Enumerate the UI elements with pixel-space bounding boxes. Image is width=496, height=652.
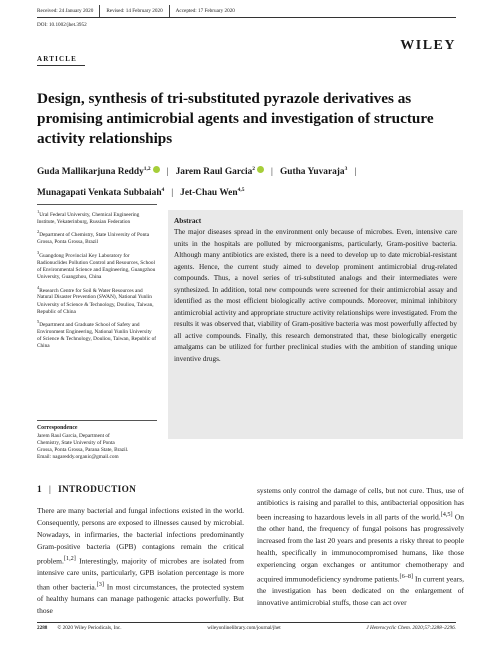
affiliation-item: $^3$Guangdong Provincial Key Laboratory for Radionuclides Pollution Control and Resources, School of Environmental Science and Engineering, Guangzhou University, Guangzhou, China [37, 249, 156, 280]
correspondence-rule [37, 420, 157, 421]
affiliation-item: $^5$Department and Graduate School of Safety and Environment Engineering, National Yunlin University of Science & Technology, Douliou, Taiwan, Republic of China [37, 319, 157, 350]
page-number: 2288 [37, 625, 48, 631]
author-name[interactable]: Jarem Raul Garcia [175, 167, 253, 178]
page-footer [37, 625, 456, 631]
orcid-icon[interactable] [153, 166, 160, 173]
citation-ref[interactable]: [1,2] [63, 554, 76, 562]
author-name[interactable]: Jet-Chau Wen [180, 188, 238, 199]
orcid-icon[interactable] [257, 166, 264, 173]
author-name[interactable]: Gutha Yuvaraja [279, 167, 345, 178]
correspondence-title: Correspondence [37, 425, 78, 431]
author-separator: | [354, 167, 357, 178]
header-rule [37, 17, 456, 18]
author-affil-sup: 4,5 [237, 187, 245, 194]
citation-ref[interactable]: [6–8] [399, 572, 414, 580]
section-label: ARTICLE [37, 55, 78, 63]
author-separator: | [271, 167, 273, 178]
journal-url[interactable]: wileyonlinelibrary.com/journal/jhet [207, 625, 281, 631]
citation-ref[interactable]: [3] [96, 580, 104, 588]
received-date: Received: 24 January 2020 [37, 8, 94, 14]
author-separator: | [166, 167, 169, 178]
affiliation-item: $^2$Department of Chemistry, State University of Ponta Grossa, Ponta Grossa, Brazil [37, 229, 150, 246]
correspondence-body: Jarem Raul Garcia, Department of Chemistry, State University of Ponta Grossa, Ponta Grossa, Parana State, Brazil. Email: nagareddy.organic@gmail.com [37, 433, 159, 461]
abstract-box [168, 210, 463, 439]
citation-ref[interactable]: [4,5] [440, 510, 453, 518]
author-affil-sup: 4 [161, 187, 165, 194]
author-affil-sup: 3 [344, 166, 348, 172]
affiliation-item: $^4$Research Centre for Soil & Water Resources and Natural Disaster Prevention (SWAN), National Yunlin University of Science & Technology, Douliou, Taiwan, Republic of China [37, 284, 154, 315]
revised-date: Revised: 14 February 2020 [99, 5, 168, 17]
affiliations-rule [37, 204, 157, 205]
affiliations [37, 208, 157, 353]
doi[interactable]: DOI: 10.1002/jhet.3952 [37, 22, 87, 28]
publisher-logo: WILEY [400, 38, 456, 53]
correspondence-email[interactable]: Email: nagareddy.organic@gmail.com [37, 454, 119, 461]
journal-citation: J Heterocyclic Chem. 2020;57:2288–2296. [366, 625, 456, 631]
body-column-right: systems only control the damage of cells, but not cure. Thus, use of antibiotics is raising and parallel to this, antibacterial opposition has been increasing to hazardous levels in all parts of the world.[4,5] On the other hand, the frequency of fungal poisons has progressively increased from the last 20 years and presents a risky threat to people health, specifically in immunocompromised humans, like those experiencing organ exchanges or antitumor chemotherapy and acquired immunodeficiency syndrome patients.[6–8] In current years, the investigation has been dedicated on the enlargement of innovative antimicrobial stuffs, those can act over [257, 486, 464, 608]
abstract-title: Abstract [174, 216, 202, 225]
copyright: © 2020 Wiley Periodicals, Inc. [57, 625, 122, 631]
body-column-left: There are many bacterial and fungal infections existed in the world. Consequently, persons are exposed to illnesses caused by microbial. Nowadays, in infirmaries, the bacterial infections predominantly Gram-positive bacteria (GPB) contagions remain the critical problem.[1,2] Interestingly, majority of microbes are isolated from intensive care units, particularly, GPB isolation percentage is more than other bacteria.[3] In most circumstances, the protected system of healthy humans can manage pathogenic attacks powerfully. But those [37, 506, 244, 616]
author-name[interactable]: Guda Mallikarjuna Reddy [37, 167, 144, 178]
history-bar [37, 5, 456, 17]
author-separator: | [171, 188, 174, 199]
affiliation-item: $^1$Ural Federal University, Chemical Engineering Institute, Yekaterinburg, Russian Federation [37, 209, 140, 225]
section-heading: 1 | INTRODUCTION [37, 485, 137, 495]
article-title: Design, synthesis of tri-substituted pyrazole derivatives as promising antimicrobial agents and investigation of structure activity relationships [37, 90, 434, 147]
author-list [37, 160, 467, 202]
section-rule [37, 65, 85, 66]
abstract-text: The major diseases spread in the environment only because of microbes. Even, intensive care units in the hospitals are polluted by microorganisms, particularly, Gram-positive bacteria. Although many antibiotics are existed, there is a need to develop up to date microbial-resistant agents. Hence, the current study aimed to develop prominent antimicrobial drug-related compounds. Thus, a novel series of tri-substituted analogs and their intermediates were synthesized. In addition, total new compounds were screened for their antimicrobial assay and identified as the most efficient biologically active compounds. Moreover, minimal inhibitory antimicrobial activity and appropriate structure activity relationships were investigated. From the results it was observed that, viability of Gram-positive bacteria was most powerfully affected by all active compounds. Finally, this research demonstrated that, these biologically energetic amalgams can be utilized for further preclinical studies with the ambition of standing unique inventive drugs. [174, 228, 457, 364]
author-affil-sup: 1,2 [143, 166, 151, 172]
author-name[interactable]: Munagapati Venkata Subbaiah [37, 188, 162, 199]
author-affil-sup: 2 [252, 166, 256, 172]
footer-rule [37, 622, 456, 623]
accepted-date: Accepted: 17 February 2020 [169, 5, 241, 17]
